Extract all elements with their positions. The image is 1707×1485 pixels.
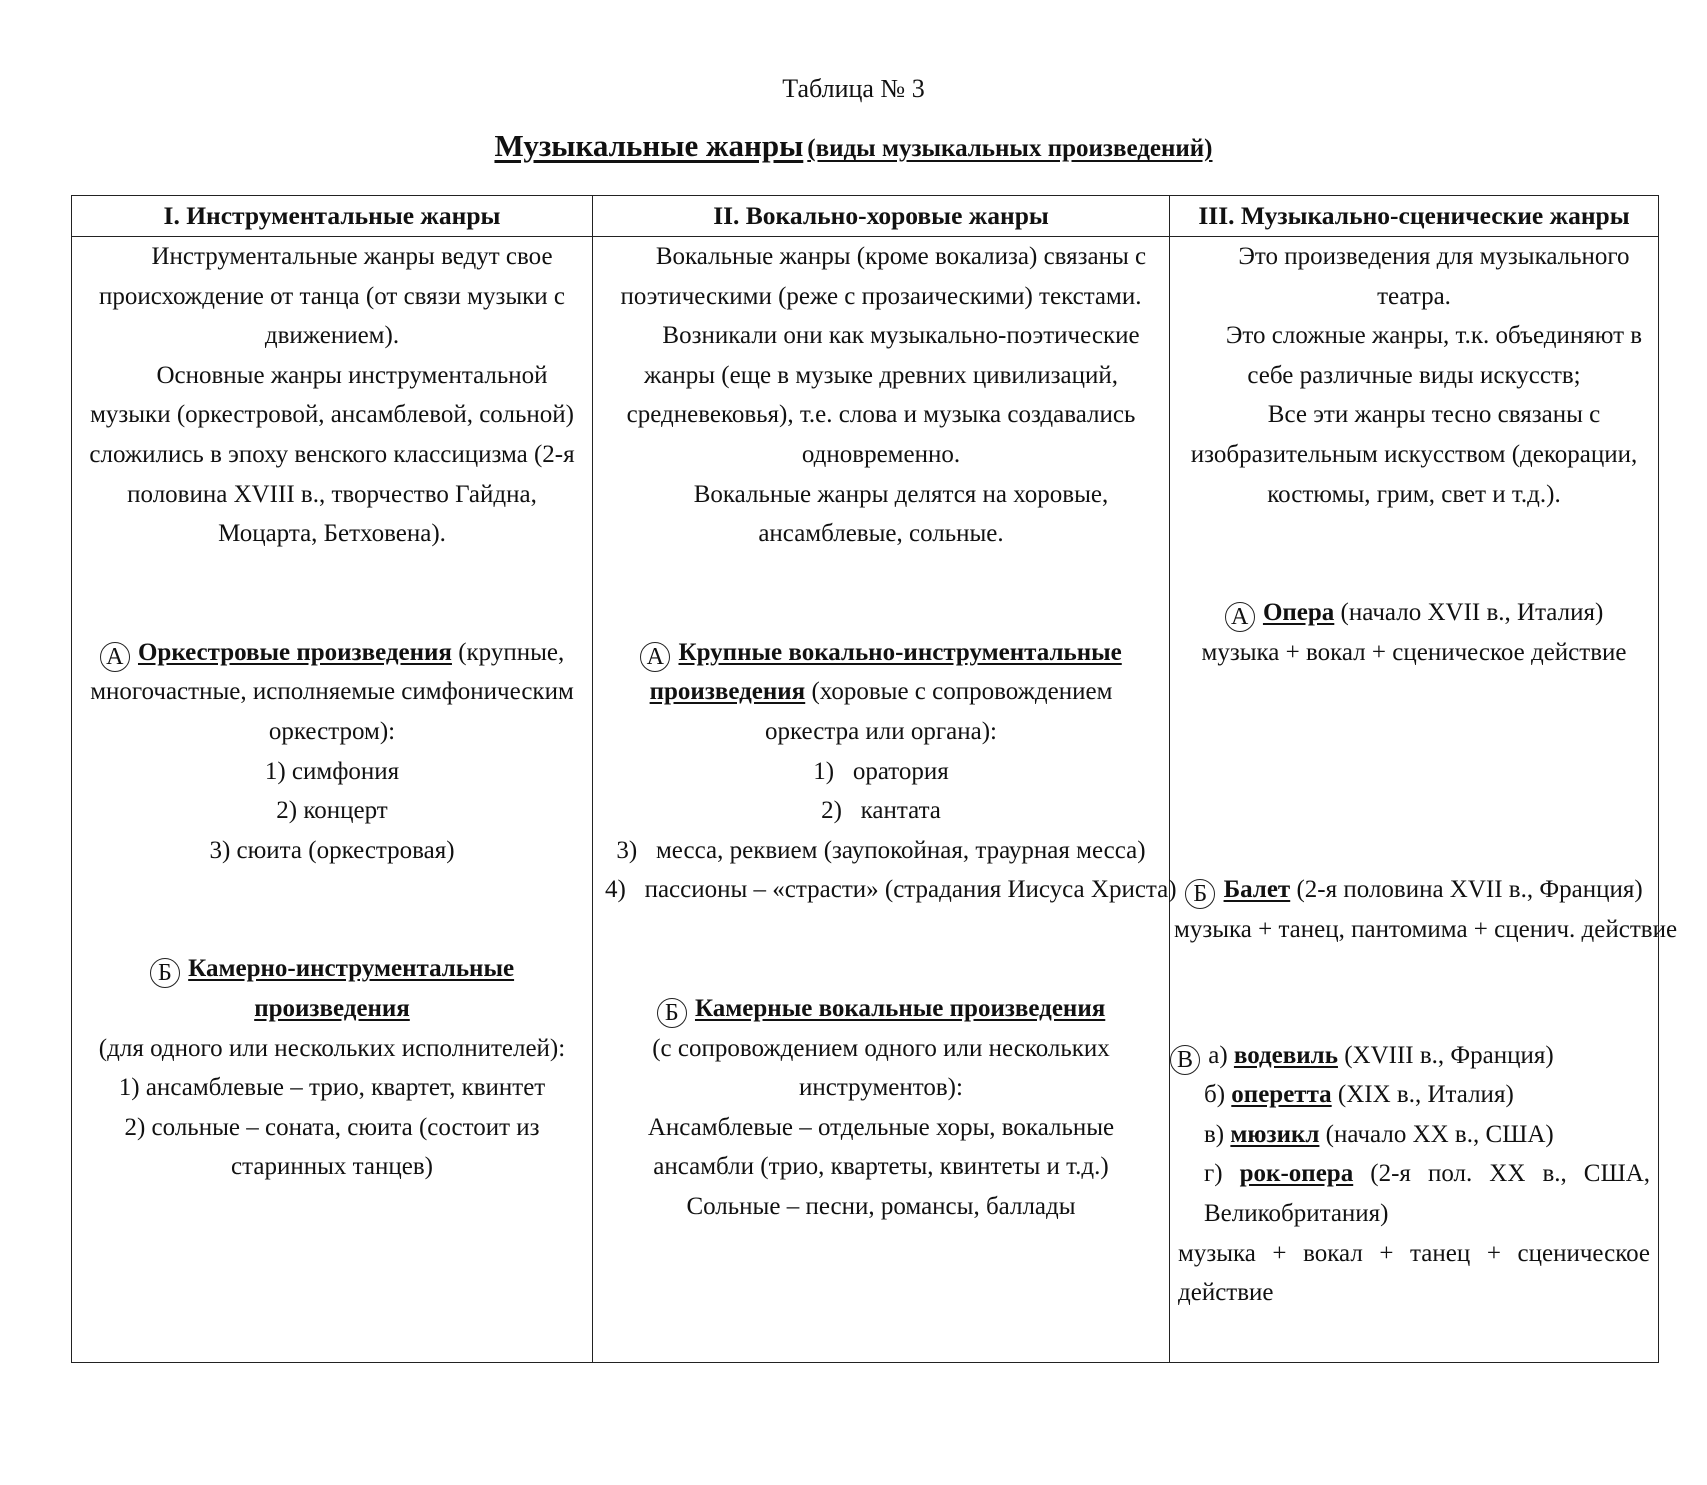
genres-table: [71, 195, 1678, 1363]
list-item: Ансамблевые – отдельные хоры, вокальные ансамбли (трио, квартеты, квинтеты и т.д.): [647, 1113, 1115, 1181]
page-title: [0, 128, 1707, 164]
list-item: Сольные – песни, романсы, баллады: [686, 1192, 1076, 1220]
section-title: Крупные вокально-инструментальные произведения: [649, 638, 1122, 706]
list-item: 2) кантата: [821, 797, 941, 825]
section-a-orchestral: [72, 633, 592, 871]
list-item: В а) водевиль (XVIII в., Франция): [1178, 1036, 1650, 1076]
section-b-chamber-instrumental: [72, 949, 592, 1187]
table-body-row: [72, 237, 1659, 1363]
section-formula: музыка + вокал + сценическое действие: [1201, 638, 1627, 666]
column-vocal-choral: [593, 237, 1177, 1363]
list-item: 1) симфония: [264, 757, 400, 785]
column-stage: [1170, 237, 1678, 1363]
section-formula: музыка + танец, пантомима + сценич. действие: [1174, 915, 1678, 943]
intro-paragraph: Все эти жанры тесно связаны с изобразительным искусством (декорации, костюмы, грим, свет и т.д.).: [1190, 401, 1638, 508]
section-formula: музыка + вокал + танец + сценическое действие: [1178, 1239, 1650, 1307]
list-item: 4) пассионы – «страсти» (страдания Иисуса Христа): [605, 876, 1177, 904]
section-letter-a: А: [100, 642, 130, 672]
section-desc: (с сопровождением одного или нескольких инструментов):: [652, 1034, 1110, 1102]
section-desc: (хоровые с сопровождением оркестра или органа):: [765, 678, 1113, 745]
header-instrumental: I. Инструментальные жанры: [72, 196, 593, 237]
section-letter-a: А: [1225, 602, 1255, 632]
title-subtitle: (виды музыкальных произведений): [807, 135, 1213, 162]
intro-paragraph: Это произведения для музыкального театра.: [1238, 243, 1630, 310]
section-desc: (начало XVII в., Италия): [1340, 599, 1604, 627]
section-c-light-genres: [1170, 1036, 1658, 1313]
section-letter-b: Б: [150, 958, 180, 988]
intro-paragraph: Возникали они как музыкально-поэтические жанры (еще в музыке древних цивилизаций, средневековья), т.е. слова и музыка создавались одновременно.: [626, 322, 1140, 468]
column-instrumental: [72, 237, 593, 1363]
list-item: 1) ансамблевые – трио, квартет, квинтет: [118, 1074, 546, 1102]
header-vocal-choral: II. Вокально-хоровые жанры: [593, 196, 1170, 237]
section-letter-v: В: [1170, 1045, 1200, 1075]
section-letter-b: Б: [1185, 879, 1215, 909]
list-item: в) мюзикл (начало XX в., США): [1204, 1120, 1554, 1148]
list-item: 3) сюита (оркестровая): [209, 836, 455, 864]
section-letter-b: Б: [657, 998, 687, 1028]
list-item: 2) концерт: [276, 797, 388, 825]
table-header-row: [72, 196, 1659, 237]
header-stage: III. Музыкально-сценические жанры: [1170, 196, 1659, 237]
section-b-ballet: [1170, 870, 1678, 949]
list-item: 1) оратория: [813, 757, 949, 785]
list-item: 3) месса, реквием (заупокойная, траурная месса): [616, 836, 1146, 864]
list-item: 2) сольные – соната, сюита (состоит из старинных танцев): [124, 1113, 540, 1181]
table-caption: Таблица № 3: [782, 74, 925, 103]
intro-paragraph: Инструментальные жанры ведут свое происхождение от танца (от связи музыки с движением).: [98, 243, 566, 350]
section-title: Камерные вокальные произведения: [694, 994, 1106, 1022]
section-a-opera: [1170, 593, 1658, 672]
section-b-chamber-vocal: [593, 989, 1169, 1227]
intro-paragraph: Это сложные жанры, т.к. объединяют в себе различные виды искусств;: [1225, 322, 1643, 389]
intro-paragraph: Основные жанры инструментальной музыки (оркестровой, ансамблевой, сольной) сложились в эпоху венского классицизма (2-я половина XVIII в., творчество Гайдна, Моцарта, Бетховена).: [89, 361, 575, 548]
section-title: Оркестровые произведения: [137, 638, 452, 666]
section-title: Камерно-инструментальные произведения: [188, 955, 515, 1022]
section-desc: (2-я половина XVII в., Франция): [1296, 876, 1643, 904]
intro-paragraph: Вокальные жанры (кроме вокализа) связаны с поэтическими (реже с прозаическими) текстами.: [620, 243, 1147, 310]
section-letter-a: А: [640, 642, 670, 672]
section-desc: (крупные, многочастные, исполняемые симфоническим оркестром):: [90, 638, 574, 745]
intro-paragraph: Вокальные жанры делятся на хоровые, ансамблевые, сольные.: [693, 480, 1109, 548]
title-main: Музыкальные жанры: [494, 128, 804, 163]
section-desc: (для одного или нескольких исполнителей):: [98, 1034, 566, 1062]
section-title: Опера: [1262, 599, 1335, 627]
section-title: Балет: [1223, 876, 1291, 904]
list-item: г) рок-опера (2-я пол. XX в., США, Великобритания): [1204, 1160, 1651, 1227]
list-item: б) оперетта (XIX в., Италия): [1204, 1081, 1514, 1109]
section-a-large-vocal-instrumental: [593, 633, 1177, 910]
